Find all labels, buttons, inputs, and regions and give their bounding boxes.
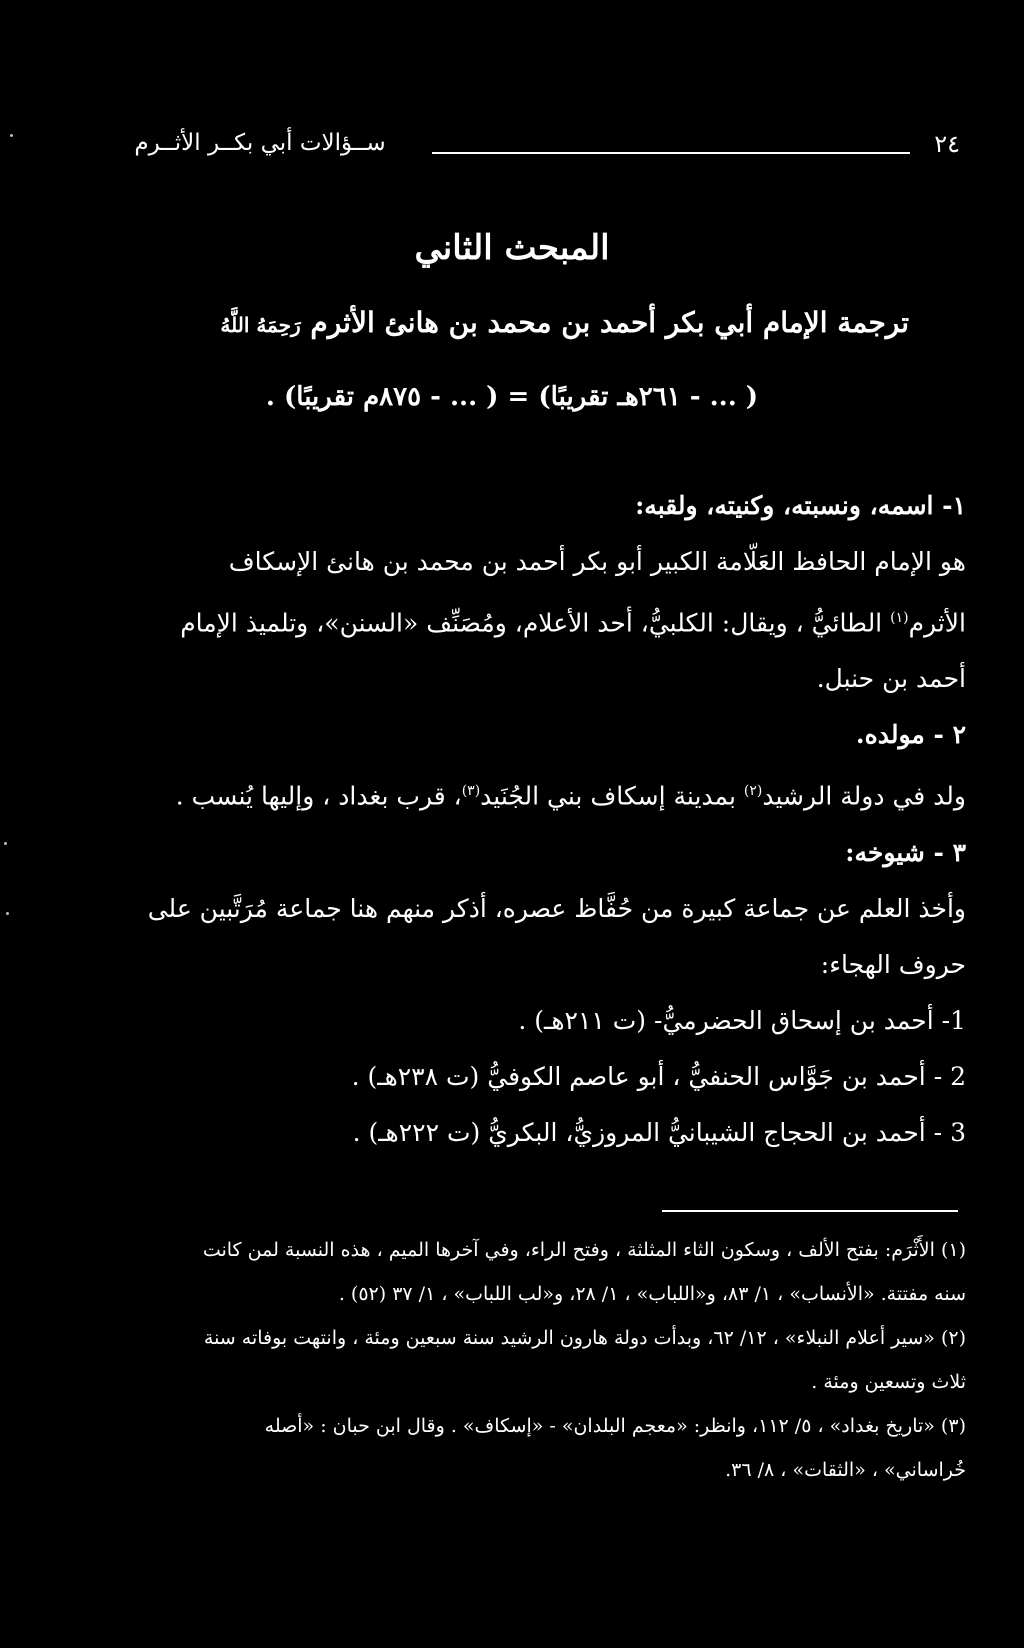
list-item: 3 - أحمد بن الحجاج الشيبانيُّ المروزيُّ، البكريُّ (ت ٢٢٢هـ) . [352,1117,966,1147]
subheading-birth: ٢ - مولده. [855,720,966,750]
footnotes [66,1228,966,1492]
footnote-line: خُراساني» ، «الثقات» ، ٨/ ٣٦. [725,1459,966,1481]
life-dates: ( ... - ٢٦١هـ تقريبًا) = ( ... - ٨٧٥م تقريبًا) . [265,382,759,412]
body-text [86,478,966,1161]
footnote-line: ثلاث وتسعين ومئة . [811,1371,966,1393]
paragraph-text: ولد في دولة الرشيد [762,781,966,811]
paragraph-line [86,763,966,824]
paragraph-line: هو الإمام الحافظ العَلّامة الكبير أبو بكر أحمد بن محمد بن هانئ الإسكاف [228,547,966,576]
scan-speck [10,134,13,137]
paragraph-line: حروف الهجاء: [820,949,966,979]
biography-title-text: ترجمة الإمام أبي بكر أحمد بن محمد بن هانئ الأثرم [310,306,909,339]
footnote-rule [662,1210,958,1212]
biography-title [109,306,909,339]
list-item: 2 - أحمد بن جَوَّاس الحنفيُّ ، أبو عاصم الكوفيُّ (ت ٢٣٨هـ) . [351,1061,966,1091]
teacher-list [86,993,966,1161]
footnote-ref: (٣) [461,783,481,800]
footnote-ref: (٢) [743,783,763,800]
footnote-ref: (١) [890,610,909,626]
footnote-line: (٣) «تاريخ بغداد» ، ٥/ ١١٢، وانظر: «معجم البلدان» - «إسكاف» . وقال ابن حبان : «أصله [264,1415,966,1437]
paragraph-line [86,590,966,651]
paragraph-text: الأثرم [908,608,966,638]
paragraph-line: أحمد بن حنبل. [816,664,966,694]
scan-speck [4,842,7,845]
list-item: 1- أحمد بن إسحاق الحضرميُّ- (ت ٢١١هـ) . [518,1005,966,1035]
footnote-line: سنه مفتتة. «الأنساب» ، ١/ ٨٣، و«اللباب» ، ١/ ٢٨، و«لب اللباب» ، ١/ ٣٧ (٥٢) . [338,1283,966,1305]
footnote-line: (٢) «سير أعلام النبلاء» ، ١٢/ ٦٢، وبدأت دولة هارون الرشيد سنة سبعين ومئة ، وانتهت بوفاته سنة [203,1327,966,1349]
paragraph-text: الطائيُّ ، ويقال: الكلبيُّ، أحد الأعلام، ومُصَنِّف «السنن»، وتلميذ الإمام [180,608,883,638]
paragraph-line: وأخذ العلم عن جماعة كبيرة من حُفَّاظ عصره، أذكر منهم هنا جماعة مُرَتَّبين على [147,893,966,923]
running-header [100,130,960,170]
paragraph-text: بمدينة إسكاف بني الجُنَيد [480,781,736,811]
section-heading: المبحث الثاني [414,228,610,268]
subheading-teachers: ٣ - شيوخه: [845,837,966,867]
header-rule [432,152,910,154]
footnote-line: (١) الأَثْرَم: بفتح الألف ، وسكون الثاء المثلثة ، وفتح الراء، وفي آخرها الميم ، هذه النسبة لمن كانت [202,1239,966,1261]
scan-speck [6,912,9,915]
running-title: ســؤالات أبي بكــر الأثــرم [134,130,386,156]
subheading-name-lineage: ١- اسمه، ونسبته، وكنيته، ولقبه: [635,491,966,520]
page-number: ٢٤ [934,130,960,158]
paragraph-text: ، قرب بغداد ، وإليها يُنسب . [175,781,462,811]
honorific-glyph: رَحِمَهُ اللَّهُ [220,313,301,337]
